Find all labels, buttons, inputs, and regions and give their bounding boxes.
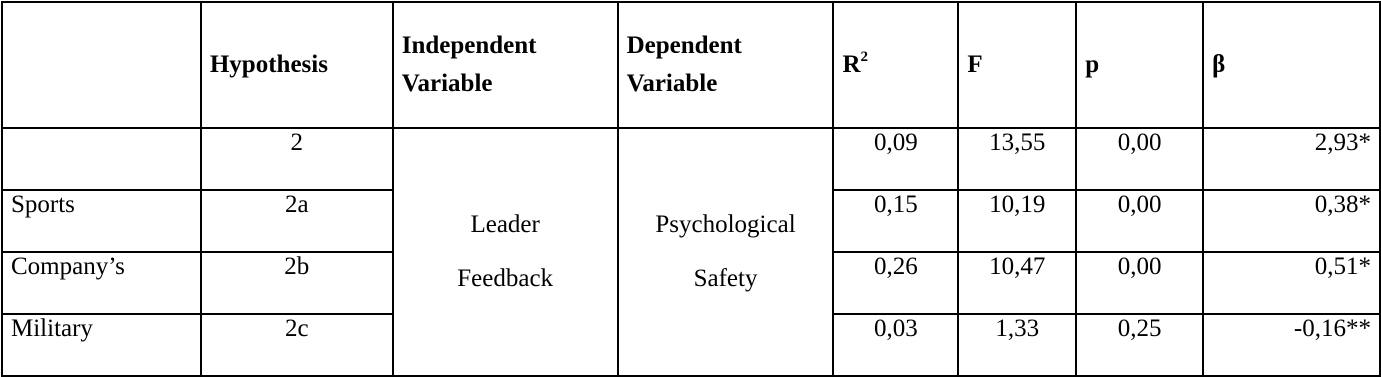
independent-variable-line2: Feedback bbox=[457, 265, 554, 292]
group-cell: Military bbox=[2, 314, 201, 376]
header-f: F bbox=[958, 2, 1076, 128]
header-group bbox=[2, 2, 201, 128]
p-cell: 0,00 bbox=[1076, 128, 1203, 190]
beta-cell: 0,38* bbox=[1203, 190, 1380, 252]
header-independent-line1: Independent bbox=[401, 32, 537, 59]
p-cell: 0,00 bbox=[1076, 252, 1203, 314]
dependent-variable-cell bbox=[618, 128, 834, 376]
header-beta: β bbox=[1203, 2, 1380, 128]
group-cell bbox=[2, 128, 201, 190]
header-r-squared bbox=[833, 2, 958, 128]
beta-cell: 2,93* bbox=[1203, 128, 1380, 190]
header-independent-variable bbox=[393, 2, 618, 128]
group-cell: Company’s bbox=[2, 252, 201, 314]
f-cell: 10,47 bbox=[958, 252, 1076, 314]
header-r2-superscript: 2 bbox=[860, 49, 869, 65]
header-row bbox=[2, 2, 1380, 128]
f-cell: 13,55 bbox=[958, 128, 1076, 190]
r-squared-cell: 0,03 bbox=[833, 314, 958, 376]
header-independent-line2: Variable bbox=[401, 70, 493, 97]
p-cell: 0,25 bbox=[1076, 314, 1203, 376]
f-cell: 1,33 bbox=[958, 314, 1076, 376]
independent-variable-cell bbox=[393, 128, 618, 376]
hypothesis-cell: 2 bbox=[201, 128, 393, 190]
f-cell: 10,19 bbox=[958, 190, 1076, 252]
beta-cell: 0,51* bbox=[1203, 252, 1380, 314]
header-hypothesis: Hypothesis bbox=[201, 2, 393, 128]
header-p: p bbox=[1076, 2, 1203, 128]
header-dependent-variable bbox=[618, 2, 834, 128]
header-r2-base: R bbox=[842, 51, 861, 78]
regression-results-table bbox=[1, 1, 1381, 377]
r-squared-cell: 0,09 bbox=[833, 128, 958, 190]
beta-cell: -0,16** bbox=[1203, 314, 1380, 376]
r-squared-cell: 0,26 bbox=[833, 252, 958, 314]
r-squared-cell: 0,15 bbox=[833, 190, 958, 252]
hypothesis-cell: 2b bbox=[201, 252, 393, 314]
header-dependent-line1: Dependent bbox=[626, 32, 742, 59]
hypothesis-cell: 2a bbox=[201, 190, 393, 252]
header-dependent-line2: Variable bbox=[626, 70, 718, 97]
independent-variable-line1: Leader bbox=[470, 211, 540, 238]
hypothesis-cell: 2c bbox=[201, 314, 393, 376]
dependent-variable-line1: Psychological bbox=[655, 211, 796, 238]
dependent-variable-line2: Safety bbox=[693, 265, 758, 292]
p-cell: 0,00 bbox=[1076, 190, 1203, 252]
table-row bbox=[2, 128, 1380, 190]
group-cell: Sports bbox=[2, 190, 201, 252]
